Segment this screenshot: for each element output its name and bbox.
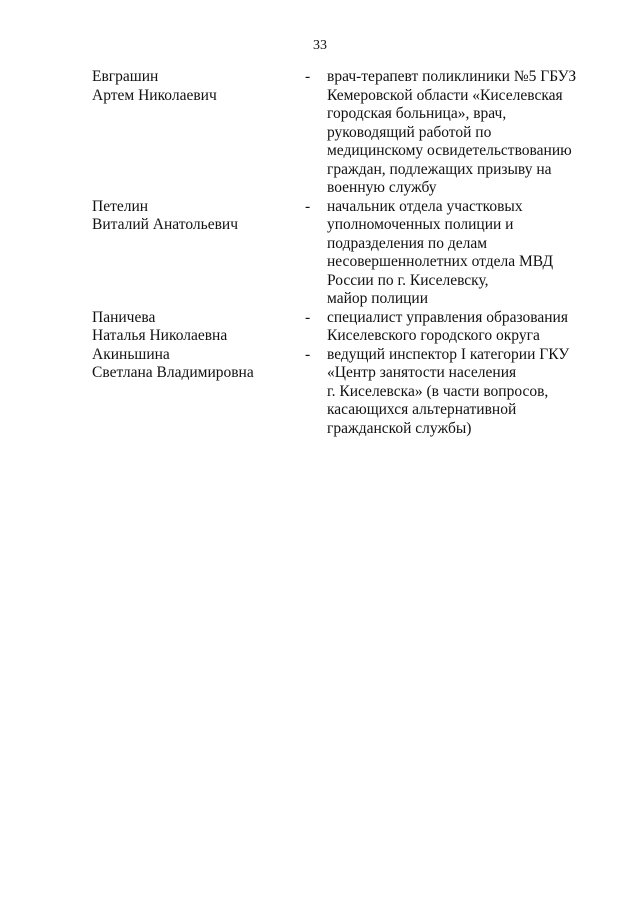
member-position <box>327 346 592 439</box>
member-position <box>327 309 592 346</box>
member-surname: Акиньшина <box>92 345 170 363</box>
member-name <box>92 68 305 105</box>
member-given-names: Наталья Николаевна <box>92 327 228 344</box>
member-surname: Петелин <box>92 197 149 215</box>
member-entry <box>92 346 592 439</box>
member-surname: Евграшин <box>92 68 159 85</box>
separator-dash: - <box>305 68 311 85</box>
position-line: г. Киселевска» (в части вопросов, <box>327 382 549 400</box>
position-line: Киселевского городского округа <box>327 327 540 344</box>
member-surname: Паничева <box>92 308 156 326</box>
position-line: врач-терапевт поликлиники №5 ГБУЗ <box>327 68 577 85</box>
member-position <box>327 68 592 198</box>
position-line: медицинскому освидетельствованию <box>327 142 572 159</box>
page-number: 33 <box>313 38 327 53</box>
separator-dash: - <box>305 345 311 363</box>
member-given-names: Артем Николаевич <box>92 86 217 104</box>
position-line: «Центр занятости населения <box>327 364 517 381</box>
member-name <box>92 198 305 235</box>
member-given-names: Светлана Владимировна <box>92 364 254 381</box>
position-line: Кемеровской области «Киселевская <box>327 86 563 104</box>
member-entry <box>92 68 592 198</box>
position-line: руководящий работой по <box>327 123 492 141</box>
commission-member-list <box>92 68 592 438</box>
position-line: несовершеннолетних отдела МВД <box>327 253 554 270</box>
member-name <box>92 346 305 383</box>
position-line: начальник отдела участковых <box>327 197 523 215</box>
separator-dash: - <box>305 197 311 215</box>
position-line: гражданской службы) <box>327 419 472 437</box>
position-line: городская больница», врач, <box>327 105 507 122</box>
position-line: подразделения по делам <box>327 234 488 252</box>
member-given-names: Виталий Анатольевич <box>92 216 238 233</box>
position-line: касающихся альтернативной <box>327 401 517 418</box>
position-line: России по г. Киселевску, <box>327 271 489 289</box>
position-line: военную службу <box>327 179 437 196</box>
position-line: майор полиции <box>327 290 429 307</box>
position-line: специалист управления образования <box>327 308 568 326</box>
member-entry <box>92 198 592 309</box>
separator-dash: - <box>305 308 311 326</box>
member-name <box>92 309 305 346</box>
member-entry <box>92 309 592 346</box>
member-position <box>327 198 592 309</box>
position-line: ведущий инспектор I категории ГКУ <box>327 345 570 363</box>
position-line: уполномоченных полиции и <box>327 216 514 233</box>
position-line: граждан, подлежащих призыву на <box>327 160 552 178</box>
